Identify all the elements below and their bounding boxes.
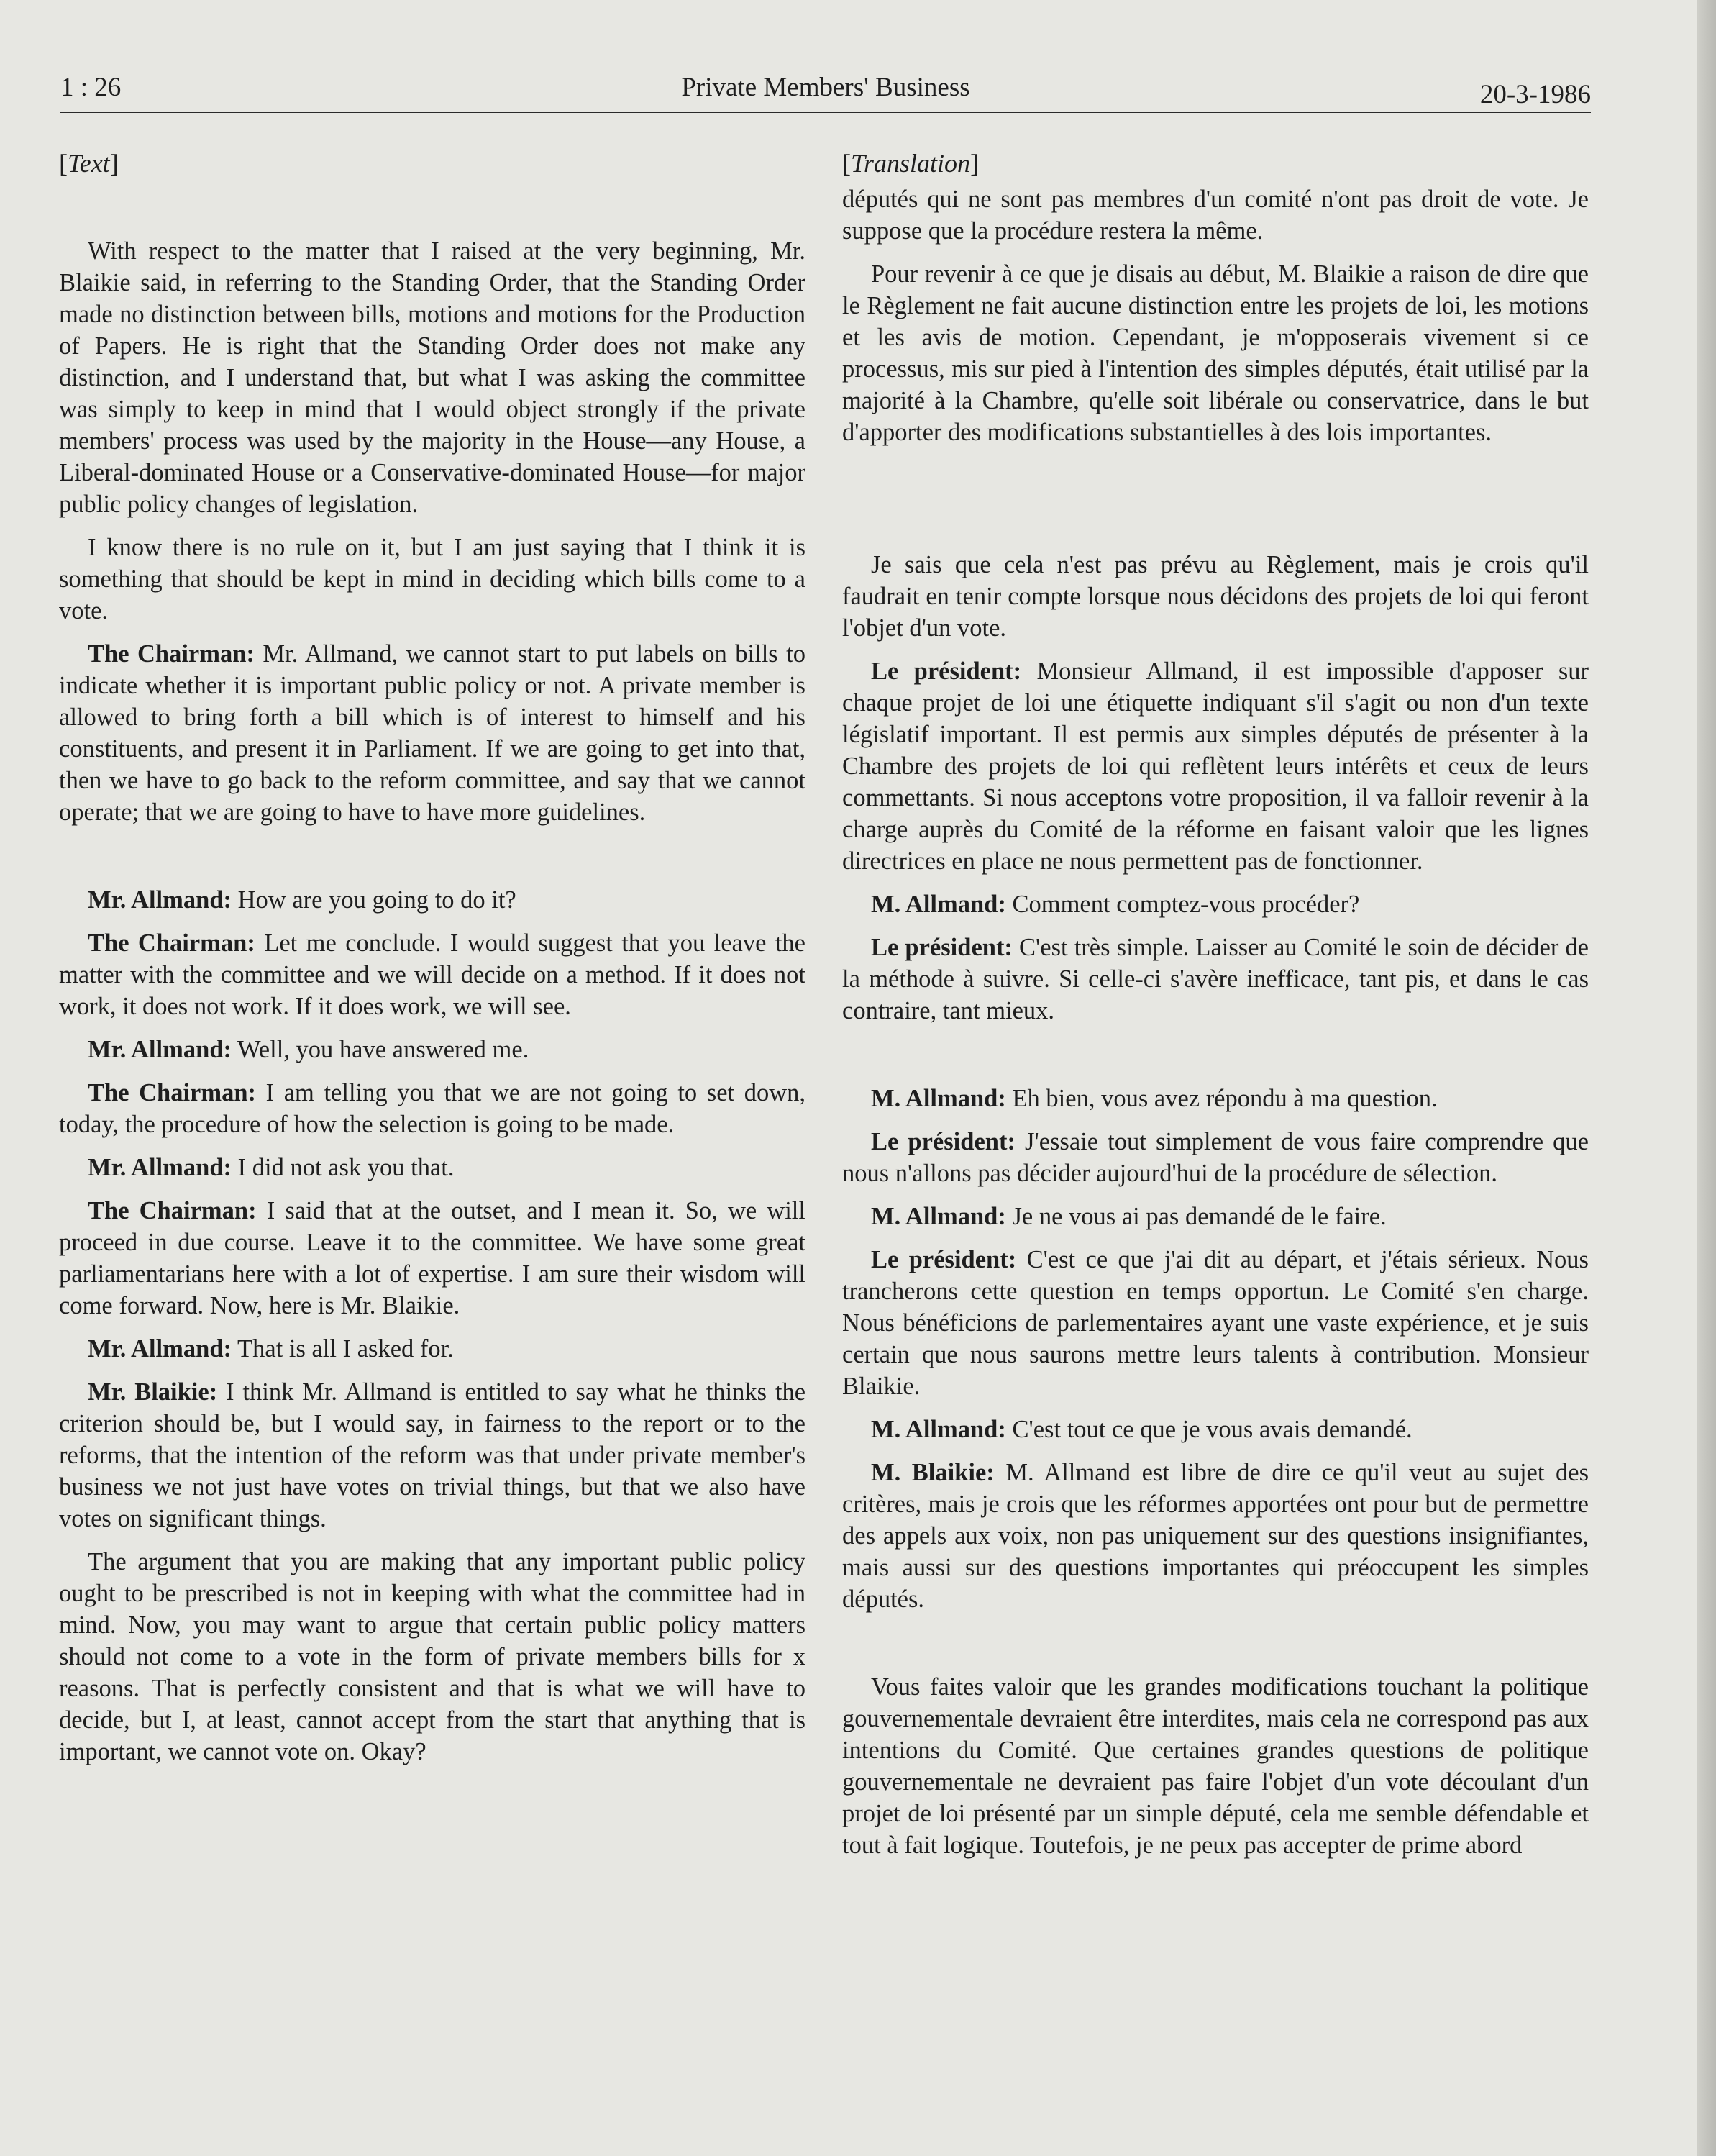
speaker: Mr. Allmand: [88, 886, 232, 914]
column-tag-text: Translation [851, 149, 971, 178]
page-edge-shadow [1697, 0, 1716, 2156]
speaker: M. Allmand: [871, 1416, 1006, 1443]
header-title: Private Members' Business [681, 73, 970, 102]
speaker: M. Blaikie: [871, 1459, 995, 1486]
paragraph [59, 1376, 805, 1534]
speaker: Le président: [871, 1128, 1016, 1155]
paragraph-text: Comment comptez-vous procéder? [1005, 891, 1360, 918]
header-rule [60, 112, 1591, 113]
paragraph-text: I think Mr. Allmand is entitled to say what he thinks the criterion should be, but I would say, in fairness to the report or to the reforms, that the intention of the reform was that under private member's business we not just have votes on trivial things, but that we also have votes on significant things. [59, 1378, 806, 1532]
paragraph-text: Let me conclude. I would suggest that you leave the matter with the committee and we will decide on a method. If it does not work, it does not work. If it does work, we will see. [59, 929, 805, 1020]
paragraph-text: The argument that you are making that any important public policy ought to be prescribed is not in keeping with what the committee had in mind. Now, you may want to argue that certain public policy matters should not come to a vote in the form of private members bills for x reasons. That is perfectly consistent and that is what we will have to decide, but I, at least, cannot accept from the start that anything that is important, we cannot vote on. Okay? [59, 1548, 805, 1765]
paragraph-text: Pour revenir à ce que je disais au début, M. Blaikie a raison de dire que le Règlement ne fait aucune distinction entre les projets de loi, les motions et les avis de motion. Cependant, je m'opposerais vivement si ce processus, mis sur pied à l'intention des simples députés, était utilisé par la majorité à la Chambre, qu'elle soit libérale ou conservatrice, dans le but d'apporter des modifications substantielles à des lois importantes. [842, 260, 1589, 446]
paragraph-text: députés qui ne sont pas membres d'un comité n'ont pas droit de vote. Je suppose que la procédure restera la même. [842, 186, 1589, 245]
paragraph-text: Well, you have answered me. [232, 1036, 529, 1063]
column-tag-text: Text [68, 149, 110, 178]
paragraph-text: With respect to the matter that I raised at the very beginning, Mr. Blaikie said, in referring to the Standing Order, that the Standing Order made no distinction between bills, motions and motions for the Production of Papers. He is right that the Standing Order does not make any distinction, and I understand that, but what I was asking the committee was simply to keep in mind that I would object strongly if the private members' process was used by the majority in the House—any House, a Liberal-dominated House or a Conservative-dominated House—for major public policy changes of legislation. [59, 237, 805, 518]
header-page-number: 1 : 26 [60, 73, 122, 102]
paragraph [59, 1152, 805, 1183]
paragraph [59, 1546, 805, 1768]
paragraph-text: Vous faites valoir que les grandes modifications touchant la politique gouvernementale devraient être interdites, mais cela ne correspond pas aux intentions du Comité. Que certaines grandes questions de politique gouvernementale ne devraient pas faire l'objet d'un vote découlant d'un projet de loi présenté par un simple député, cela me semble défendable et tout à fait logique. Toutefois, je ne peux pas accepter de prime abord [842, 1673, 1589, 1859]
paragraph [842, 932, 1589, 1027]
paragraph-text: Je sais que cela n'est pas prévu au Règlement, mais je crois qu'il faudrait en tenir compte lorsque nous décidons des projets de loi qui feront l'objet d'un vote. [842, 551, 1589, 642]
paragraph [59, 884, 805, 916]
paragraph-text: Monsieur Allmand, il est impossible d'apposer sur chaque projet de loi une étiquette indiquant s'il s'agit ou non d'un texte législatif important. Il est permis aux simples députés de présenter à la Chambre des projets de loi qui reflètent leurs intérêts et ceux de leurs commettants. Si nous acceptons votre proposition, il va falloir revenir à la charge auprès du Comité de la réforme en faisant valoir que les lignes directrices en place ne nous permettent pas de fonctionner. [842, 658, 1589, 875]
paragraph-text: I said that at the outset, and I mean it. So, we will proceed in due course. Leave it to the committee. We have some great parliamentarians here with a lot of expertise. I am sure their wisdom will come forward. Now, here is Mr. Blaikie. [59, 1197, 805, 1319]
paragraph [842, 1414, 1589, 1445]
speaker: The Chairman: [88, 1197, 257, 1224]
paragraph [842, 1201, 1589, 1232]
speaker: M. Allmand: [871, 891, 1006, 918]
speaker: The Chairman: [88, 1079, 257, 1106]
paragraph-text: M. Allmand est libre de dire ce qu'il veut au sujet des critères, mais je crois que les réformes apportées ont pour but de permettre des appels aux voix, non pas uniquement sur des questions insignifiantes, mais aussi sur des questions importantes qui préoccupent les simples députés. [842, 1459, 1589, 1613]
paragraph [59, 532, 805, 627]
paragraph [59, 1034, 805, 1065]
speaker: Mr. Allmand: [88, 1335, 232, 1363]
paragraph [59, 1333, 805, 1365]
english-column [59, 147, 805, 1768]
speaker: Mr. Blaikie: [88, 1378, 218, 1406]
paragraph [842, 183, 1589, 247]
paragraph [842, 1244, 1589, 1402]
column-tag: [Text] [59, 149, 119, 178]
speaker: M. Allmand: [871, 1085, 1006, 1112]
speaker: Mr. Allmand: [88, 1036, 232, 1063]
paragraph-text: C'est ce que j'ai dit au départ, et j'étais sérieux. Nous trancherons cette question en temps opportun. Le Comité s'en charge. Nous bénéficions de parlementaires ayant une vaste expérience, et je suis certain que nous saurons mettre leurs talents à contribution. Monsieur Blaikie. [842, 1246, 1589, 1400]
paragraph-text: J'essaie tout simplement de vous faire comprendre que nous n'allons pas décider aujourd'hui de la procédure de sélection. [842, 1128, 1589, 1187]
paragraph [59, 235, 805, 520]
french-column [842, 147, 1589, 1861]
speaker: Le président: [871, 658, 1022, 685]
paragraph-text: C'est très simple. Laisser au Comité le soin de décider de la méthode à suivre. Si celle-ci s'avère inefficace, tant pis, et dans le cas contraire, tant mieux. [842, 934, 1589, 1024]
speaker: The Chairman: [88, 929, 255, 957]
paragraph [59, 927, 805, 1022]
paragraph-text: Mr. Allmand, we cannot start to put labels on bills to indicate whether it is important public policy or not. A private member is allowed to bring forth a bill which is of interest to himself and his constituents, and present it in Parliament. If we are going to get into that, then we have to go back to the reform committee, and say that we cannot operate; that we are going to have to have more guidelines. [59, 640, 805, 826]
paragraph-text: I am telling you that we are not going to set down, today, the procedure of how the selection is going to be made. [59, 1079, 805, 1138]
paragraph-text: That is all I asked for. [232, 1335, 454, 1363]
paragraph-text: I know there is no rule on it, but I am just saying that I think it is something that should be kept in mind in deciding which bills come to a vote. [59, 534, 805, 624]
paragraph [842, 655, 1589, 877]
paragraph [842, 258, 1589, 448]
paragraph [59, 1195, 805, 1322]
paragraph-text: Eh bien, vous avez répondu à ma question. [1005, 1085, 1438, 1112]
paragraph [59, 638, 805, 828]
paragraph [842, 549, 1589, 644]
column-tag: [Translation] [842, 149, 980, 178]
paragraph-text: I did not ask you that. [232, 1154, 455, 1181]
paragraph [59, 1077, 805, 1140]
paragraph-text: C'est tout ce que je vous avais demandé. [1005, 1416, 1412, 1443]
speaker: Le président: [871, 934, 1013, 961]
paragraph [842, 888, 1589, 920]
speaker: Le président: [871, 1246, 1017, 1273]
speaker: M. Allmand: [871, 1203, 1006, 1230]
paragraph [842, 1457, 1589, 1615]
header-date: 20-3-1986 [1479, 80, 1591, 109]
speaker: Mr. Allmand: [88, 1154, 232, 1181]
speaker: The Chairman: [88, 640, 255, 668]
paragraph-text: How are you going to do it? [232, 886, 516, 914]
running-header [60, 72, 1591, 115]
paragraph [842, 1126, 1589, 1189]
paragraph-text: Je ne vous ai pas demandé de le faire. [1005, 1203, 1387, 1230]
paragraph [842, 1671, 1589, 1861]
paragraph [842, 1083, 1589, 1114]
